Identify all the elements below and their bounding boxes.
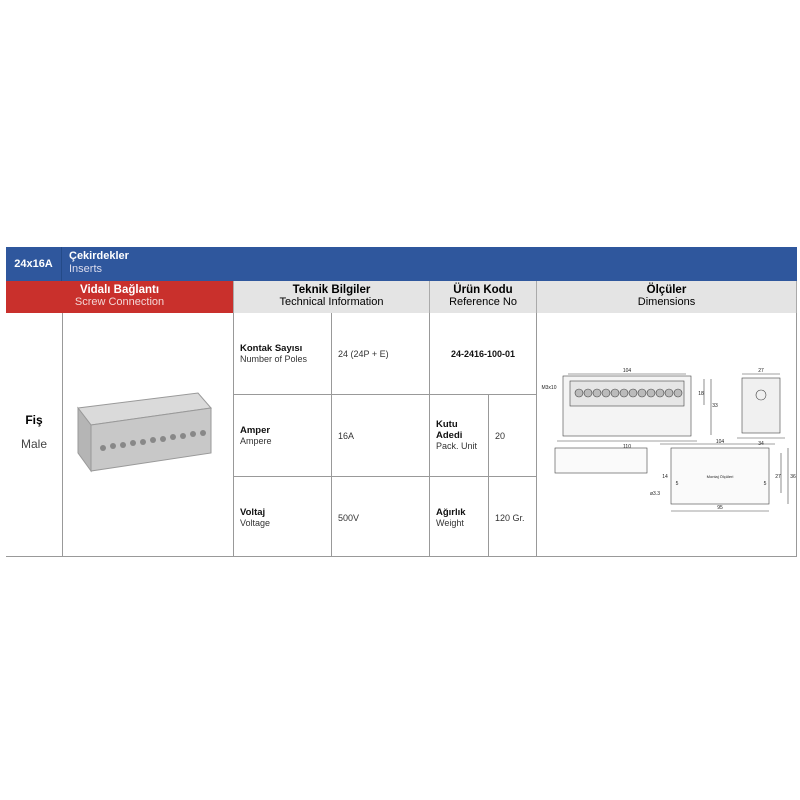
svg-text:95: 95 <box>717 505 723 511</box>
poles-label: Kontak Sayısı Number of Poles <box>234 313 332 395</box>
series-code: 24x16A <box>6 247 62 281</box>
table-bottom-border <box>6 556 797 557</box>
col-subtitle: Screw Connection <box>74 296 165 308</box>
dimension-drawing <box>537 313 797 556</box>
volt-label: Voltaj Voltage <box>234 477 332 556</box>
col-subtitle: Reference No <box>449 296 517 308</box>
col-header-ref <box>430 281 537 313</box>
svg-text:110: 110 <box>623 444 631 450</box>
col-subtitle: Technical Information <box>279 296 384 308</box>
product-image <box>63 313 234 556</box>
col-header-dim <box>537 281 797 313</box>
subtitle: Inserts <box>69 263 103 275</box>
svg-text:18: 18 <box>698 391 704 397</box>
svg-text:27: 27 <box>775 474 781 480</box>
svg-text:14: 14 <box>662 474 668 480</box>
connector-insert-icon <box>63 313 234 556</box>
svg-text:27: 27 <box>758 368 764 374</box>
amper-label: Amper Ampere <box>234 395 332 477</box>
svg-text:Montaj Ölçüleri: Montaj Ölçüleri <box>706 474 734 479</box>
svg-text:34: 34 <box>758 441 764 447</box>
reference-number: 24-2416-100-01 <box>430 313 537 395</box>
svg-text:36: 36 <box>790 474 796 480</box>
weight-label: Ağırlık Weight <box>430 477 489 556</box>
col-header-screw <box>6 281 234 313</box>
pack-value: 20 <box>489 395 537 477</box>
col-header-tech <box>234 281 430 313</box>
svg-text:ø3.3: ø3.3 <box>649 491 661 497</box>
svg-text:M3x10: M3x10 <box>541 385 557 391</box>
col-subtitle: Dimensions <box>637 296 696 308</box>
svg-text:33: 33 <box>712 403 718 409</box>
pack-label: Kutu Adedi Pack. Unit <box>430 395 489 477</box>
amper-value: 16A <box>332 395 430 477</box>
type-tr: Fiş <box>25 413 43 427</box>
svg-text:104: 104 <box>622 368 632 374</box>
col-title: Ölçüler <box>646 284 687 296</box>
poles-value: 24 (24P + E) <box>332 313 430 395</box>
col-title: Ürün Kodu <box>453 284 513 296</box>
weight-value: 120 Gr. <box>489 477 537 556</box>
title: Çekirdekler <box>69 250 129 262</box>
col-title: Vidalı Bağlantı <box>79 284 160 296</box>
volt-value: 500V <box>332 477 430 556</box>
col-title: Teknik Bilgiler <box>292 284 371 296</box>
type-en: Male <box>20 437 47 451</box>
svg-text:104: 104 <box>715 439 725 445</box>
section-title <box>69 250 129 276</box>
svg-text:5: 5 <box>763 481 767 487</box>
product-type <box>6 313 63 556</box>
svg-text:5: 5 <box>675 481 679 487</box>
